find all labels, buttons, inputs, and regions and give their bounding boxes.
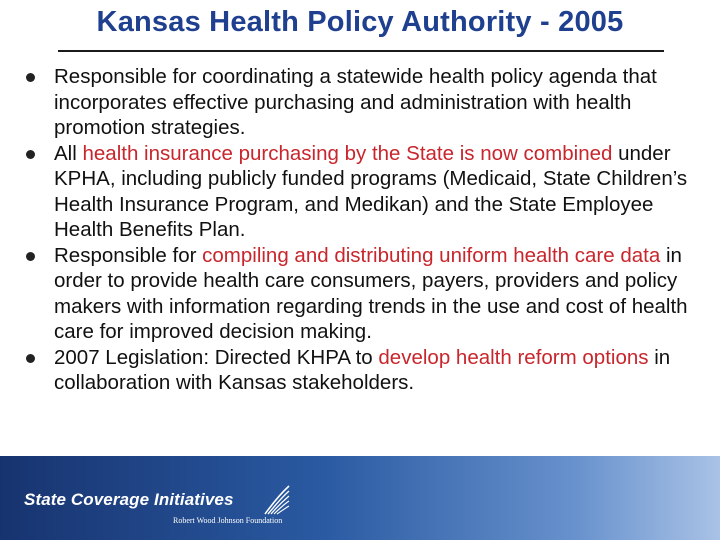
- bullet-dot-icon: [26, 150, 35, 159]
- bullet-item: [22, 345, 714, 396]
- bullet-text-segment: under KPHA, including publicly funded programs (Medicaid, State Children’s Health Insurance Program, and Medikan) and the State Employee Health Benefits Plan.: [54, 141, 688, 241]
- bullet-item: [22, 141, 714, 243]
- footer-banner: [0, 456, 720, 540]
- rwjf-wing-icon: [262, 484, 292, 518]
- title-underline: [58, 50, 664, 52]
- bullet-item: [22, 243, 714, 345]
- program-name: State Coverage Initiatives: [24, 490, 234, 509]
- bullet-text-segment: All: [54, 141, 83, 165]
- bullet-highlight-segment: develop health reform options: [378, 345, 649, 369]
- bullet-text-segment: 2007 Legislation: Directed KHPA to: [54, 345, 379, 369]
- bullet-list: [22, 64, 714, 396]
- bullet-text-segment: Responsible for: [54, 243, 203, 267]
- slide-title: Kansas Health Policy Authority - 2005: [96, 6, 624, 38]
- bullet-dot-icon: [26, 354, 35, 363]
- bullet-dot-icon: [26, 73, 35, 82]
- bullet-dot-icon: [26, 252, 35, 261]
- bullet-text-segment: Responsible for coordinating a statewide health policy agenda that incorporates effective purchasing and administration with health promotion strategies.: [54, 65, 657, 139]
- bullet-item: [22, 64, 714, 141]
- bullet-highlight-segment: compiling and distributing uniform health care data: [202, 243, 661, 267]
- foundation-name: Robert Wood Johnson Foundation: [173, 516, 283, 525]
- bullet-text-segment: in collaboration with Kansas stakeholders.: [54, 345, 671, 394]
- bullet-highlight-segment: health insurance purchasing by the State is now combined: [82, 141, 613, 165]
- bullet-text-segment: in order to provide health care consumers, payers, providers and policy makers with information regarding trends in the use and cost of health care for improved decision making.: [54, 243, 688, 343]
